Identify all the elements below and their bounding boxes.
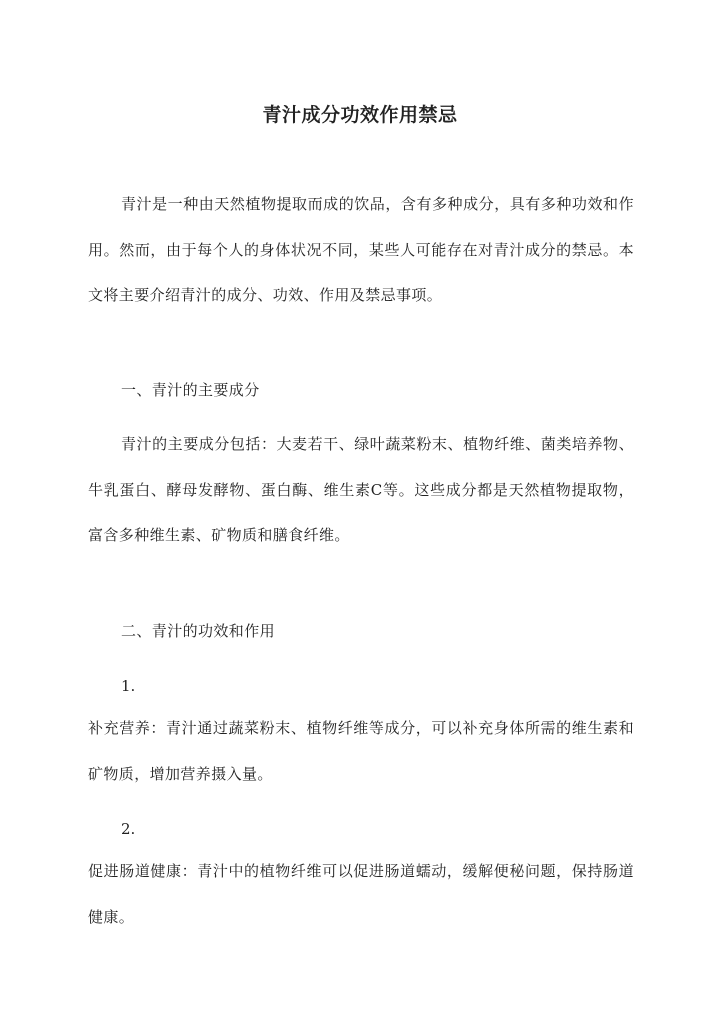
intro-paragraph: 青汁是一种由天然植物提取而成的饮品，含有多种成分，具有多种功效和作用。然而，由于每个人的身体状况不同，某些人可能存在对青汁成分的禁忌。本文将主要介绍青汁的成分、功效、作用及禁忌事项。 bbox=[88, 195, 634, 304]
section-heading-ingredients: 一、青汁的主要成分 bbox=[121, 381, 260, 399]
ingredients-paragraph: 青汁的主要成分包括：大麦若干、绿叶蔬菜粉末、植物纤维、菌类培养物、牛乳蛋白、酵母发酵物、蛋白酶、维生素C等。这些成分都是天然植物提取物，富含多种维生素、矿物质和膳食纤维。 bbox=[88, 435, 634, 544]
list-item-text: 促进肠道健康：青汁中的植物纤维可以促进肠道蠕动，缓解便秘问题，保持肠道健康。 bbox=[88, 862, 634, 926]
list-item-text: 补充营养：青汁通过蔬菜粉末、植物纤维等成分，可以补充身体所需的维生素和矿物质，增加营养摄入量。 bbox=[88, 719, 634, 783]
list-item-number: 2. bbox=[121, 820, 136, 838]
section-heading-effects: 二、青汁的功效和作用 bbox=[121, 622, 276, 640]
document-title: 青汁成分功效作用禁忌 bbox=[262, 103, 458, 126]
list-item-number: 1. bbox=[121, 677, 136, 695]
